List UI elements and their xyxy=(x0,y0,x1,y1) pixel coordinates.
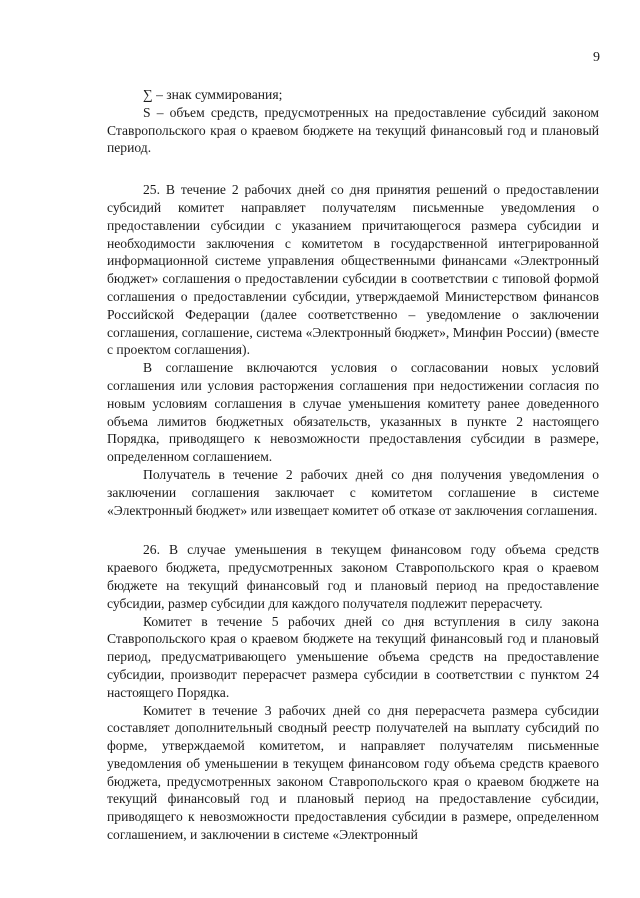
section-26-paragraph-1: 26. В случае уменьшения в текущем финансовом году объема средств краевого бюджета, предусмотренных законом Ставропольского края о краевом бюджете на текущий финансовый год и плановый период на предоставление субсидии, размер субсидии для каждого получателя подлежит перерасчету. xyxy=(107,542,599,611)
definition-s-volume: S – объем средств, предусмотренных на предоставление субсидий законом Ставропольского края о краевом бюджете на текущий финансовый год и плановый период. xyxy=(107,104,599,156)
section-25-paragraph-1: 25. В течение 2 рабочих дней со дня принятия решений о предоставлении субсидий комитет направляет получателям письменные уведомления о предоставлении субсидии с указанием причитающегося размера субсидии и необходимости заключения с комитетом в государственной интегрированной информационной системе управления общественными финансами «Электронный бюджет» соглашения о предоставлении субсидии в соответствии с типовой формой соглашения о предоставлении субсидии, утверждаемой Министерством финансов Российской Федерации (далее соответственно – уведомление о заключении соглашения, соглашение, система «Электронный бюджет», Минфин России) (вместе с проектом соглашения). xyxy=(107,182,599,358)
section-26-paragraph-2: Комитет в течение 5 рабочих дней со дня вступления в силу закона Ставропольского края о краевом бюджете на текущий финансовый год и плановый период, предусматривающего уменьшение объема средств на предоставление субсидии, производит перерасчет размера субсидии в соответствии с пунктом 24 настоящего Порядка. xyxy=(107,613,599,700)
section-gap xyxy=(107,157,599,181)
page-number: 9 xyxy=(593,50,600,65)
section-25-paragraph-2: В соглашение включаются условия о согласовании новых условий соглашения или условия расторжения соглашения при недостижении согласия по новым условиям соглашения в случае уменьшения комитету ранее доведенного объема лимитов бюджетных обязательств, указанных в пункте 2 настоящего Порядка, приводящего к невозможности предоставления субсидии в размере, определенном соглашением. xyxy=(107,360,599,465)
section-gap xyxy=(107,519,599,541)
document-body xyxy=(107,86,599,844)
section-25-paragraph-3: Получатель в течение 2 рабочих дней со дня получения уведомления о заключении соглашения заключает с комитетом соглашение в системе «Электронный бюджет» или извещает комитет об отказе от заключения соглашения. xyxy=(107,466,599,518)
section-26-paragraph-3: Комитет в течение 3 рабочих дней со дня перерасчета размера субсидии составляет дополнительный сводный реестр получателей на выплату субсидий по форме, утверждаемой комитетом, и направляет получателям письменные уведомления об уменьшении в текущем финансовом году объема средств краевого бюджета, предусмотренных законом Ставропольского края о краевом бюджете на текущий финансовый год и плановый период на предоставление субсидии, приводящего к невозможности предоставления субсидии в размере, определенном соглашением, и заключении в системе «Электронный xyxy=(107,702,599,843)
definition-sum-sign: ∑ – знак суммирования; xyxy=(143,87,283,102)
